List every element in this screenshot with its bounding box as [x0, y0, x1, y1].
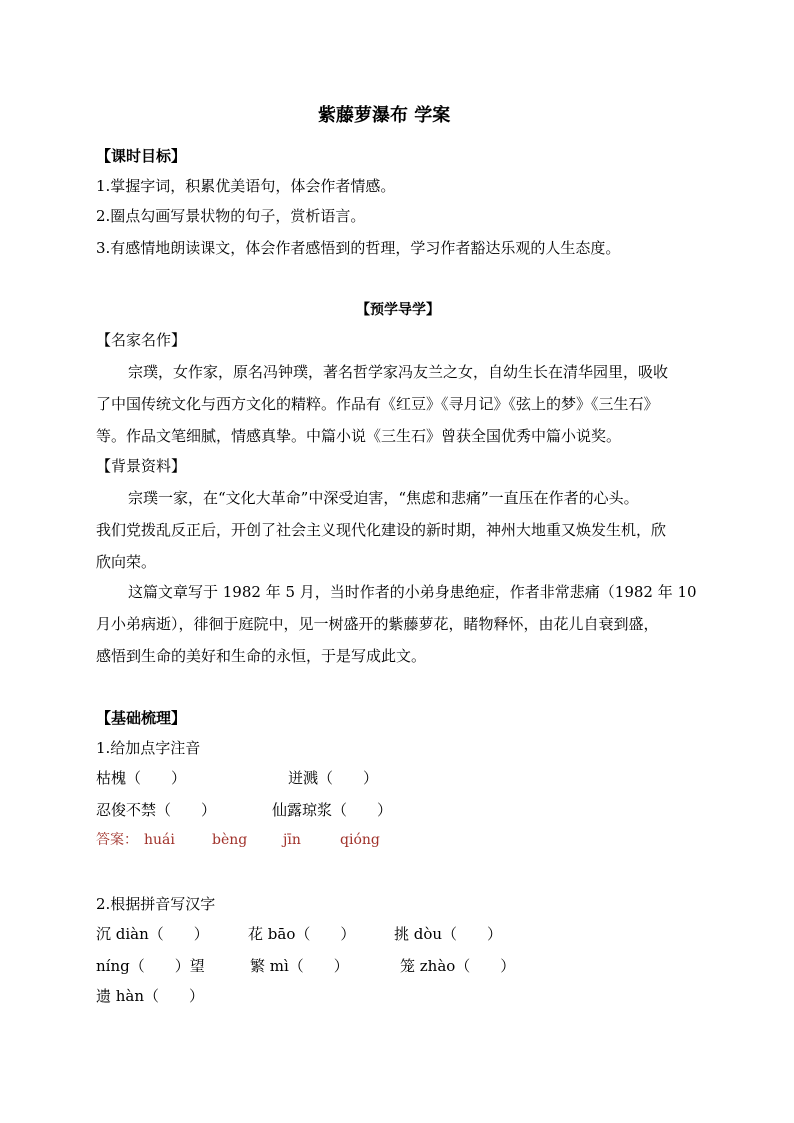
goal-item: 3.有感情地朗读课文，体会作者感悟到的哲理，学习作者豁达乐观的人生态度。	[96, 239, 621, 257]
q1-item: 枯槐（ ）	[96, 769, 187, 787]
q1-item: 仙露琼浆（ ）	[272, 801, 393, 819]
answer-label: 答案：	[96, 832, 138, 848]
goal-item: 2.圈点勾画写景状物的句子，赏析语言。	[96, 207, 366, 225]
question-2-title: 2.根据拼音写汉字	[96, 895, 216, 913]
q2-item: 繁 mì（ ）	[250, 957, 349, 975]
background-line: 欣向荣。	[96, 553, 157, 571]
answer-value: qióng	[340, 832, 380, 848]
background-line: 我们党拨乱反正后，开创了社会主义现代化建设的新时期，神州大地重又焕发生机，欣	[96, 521, 667, 539]
author-line: 等。作品文笔细腻，情感真挚。中篇小说《三生石》曾获全国优秀中篇小说奖。	[96, 427, 622, 445]
author-heading: 【名家名作】	[96, 331, 187, 349]
page-title: 紫藤萝瀑布 学案	[318, 105, 451, 126]
background-line: 感悟到生命的美好和生命的永恒，于是写成此文。	[96, 647, 427, 665]
preview-heading: 【预学导学】	[356, 302, 440, 318]
q2-item: 沉 diàn（ ）	[96, 925, 209, 943]
q2-item: 挑 dòu（ ）	[394, 925, 503, 943]
q2-item: níng（ ）望	[96, 957, 205, 975]
author-line: 宗璞，女作家，原名冯钟璞，著名哲学家冯友兰之女，自幼生长在清华园里，吸收	[128, 363, 669, 381]
basics-heading: 【基础梳理】	[96, 709, 187, 727]
background-line: 月小弟病逝），徘徊于庭院中，见一树盛开的紫藤萝花，睹物释怀，由花儿自衰到盛，	[96, 615, 659, 633]
answer-value: huái	[144, 832, 175, 848]
author-line: 了中国传统文化与西方文化的精粹。作品有《红豆》《寻月记》《弦上的梦》《三生石》	[96, 395, 659, 413]
goal-item: 1.掌握字词，积累优美语句，体会作者情感。	[96, 177, 396, 195]
background-heading: 【背景资料】	[96, 457, 187, 475]
q2-item: 遗 hàn（ ）	[96, 987, 205, 1005]
goals-heading: 【课时目标】	[96, 147, 187, 165]
q2-item: 花 bāo（ ）	[248, 925, 356, 943]
q1-item: 迸溅（ ）	[288, 769, 379, 787]
answer-value: jīn	[283, 832, 301, 848]
question-1-title: 1.给加点字注音	[96, 739, 201, 757]
q1-item: 忍俊不禁（ ）	[96, 801, 217, 819]
q2-item: 笼 zhào（ ）	[400, 957, 516, 975]
background-line: 宗璞一家，在“文化大革命”中深受迫害，“焦虑和悲痛”一直压在作者的心头。	[128, 489, 639, 507]
background-line: 这篇文章写于 1982 年 5 月，当时作者的小弟身患绝症，作者非常悲痛（1982 年 10	[128, 583, 697, 601]
answer-value: bèng	[212, 832, 248, 848]
